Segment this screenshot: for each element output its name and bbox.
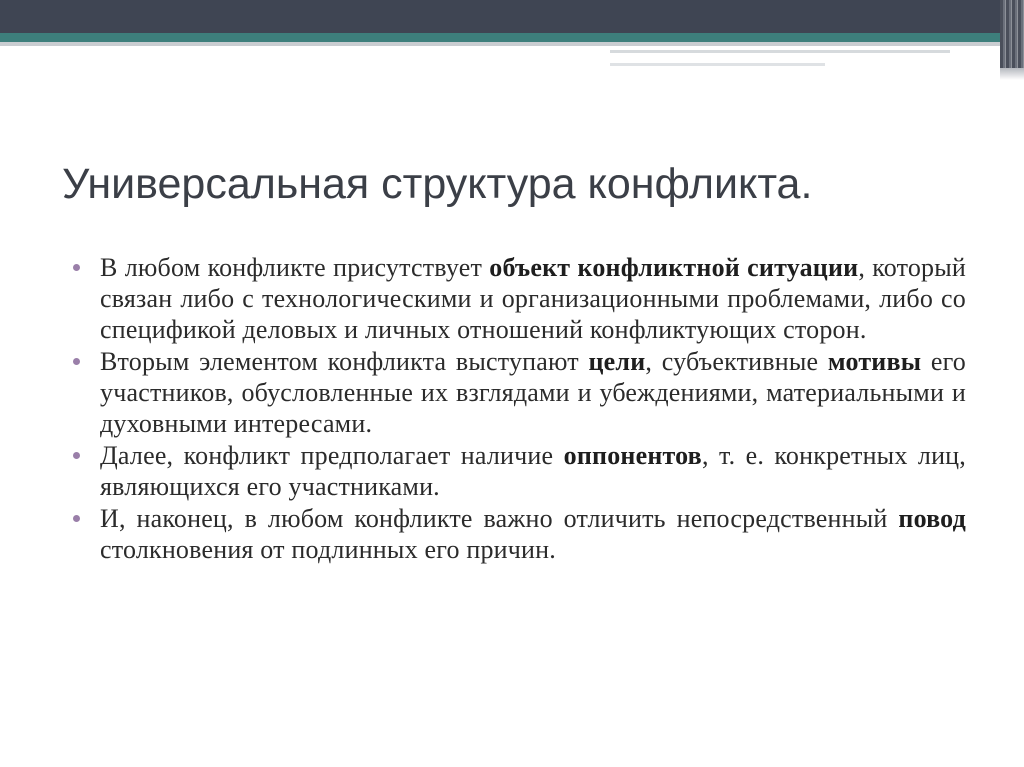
- bullet-key-term: цели: [588, 347, 646, 376]
- bullet-text: И, наконец, в любом конфликте важно отличить непосредственный: [100, 504, 899, 533]
- bullet-item: [100, 503, 966, 565]
- bullet-text: , т. е. конкретных лиц, являющихся его участниками.: [100, 441, 967, 501]
- bullet-key-term: оппонентов: [563, 441, 702, 470]
- bullet-dot-icon: [73, 264, 80, 271]
- slide-title: Универсальная структура конфликта.: [62, 160, 813, 208]
- bullet-text: его участников, обусловленные их взглядами и убеждениями, материальными и духовными интересами.: [100, 347, 967, 438]
- header-band: [0, 0, 1000, 33]
- header-decor-line: [610, 50, 950, 53]
- bullet-dot-icon: [73, 358, 80, 365]
- bullet-key-term: мотивы: [827, 347, 922, 376]
- corner-stripes-decor: [1000, 0, 1024, 68]
- bullet-text: , который связан либо с технологическими и организационными проблемами, либо со спецификой деловых и личных отношений конфликтующих сторон.: [100, 253, 967, 344]
- header-decor-line-short: [610, 63, 825, 66]
- bullet-item: [100, 440, 966, 502]
- bullet-text: В любом конфликте присутствует: [100, 253, 490, 282]
- bullet-text: Далее, конфликт предполагает наличие: [100, 441, 564, 470]
- bullet-dot-icon: [73, 515, 80, 522]
- corner-fade-decor: [1000, 68, 1024, 80]
- bullet-dot-icon: [73, 452, 80, 459]
- bullet-list: [100, 252, 966, 566]
- bullet-item: [100, 346, 966, 439]
- bullet-text: , субъективные: [645, 347, 828, 376]
- bullet-text: столкновения от подлинных его причин.: [100, 535, 556, 564]
- header-accent-stripe: [0, 33, 1000, 42]
- bullet-item: [100, 252, 966, 345]
- bullet-key-term: объект конфликтной ситуации: [489, 253, 859, 282]
- header-divider: [0, 42, 1000, 46]
- bullet-key-term: повод: [898, 504, 966, 533]
- bullet-text: Вторым элементом конфликта выступают: [100, 347, 589, 376]
